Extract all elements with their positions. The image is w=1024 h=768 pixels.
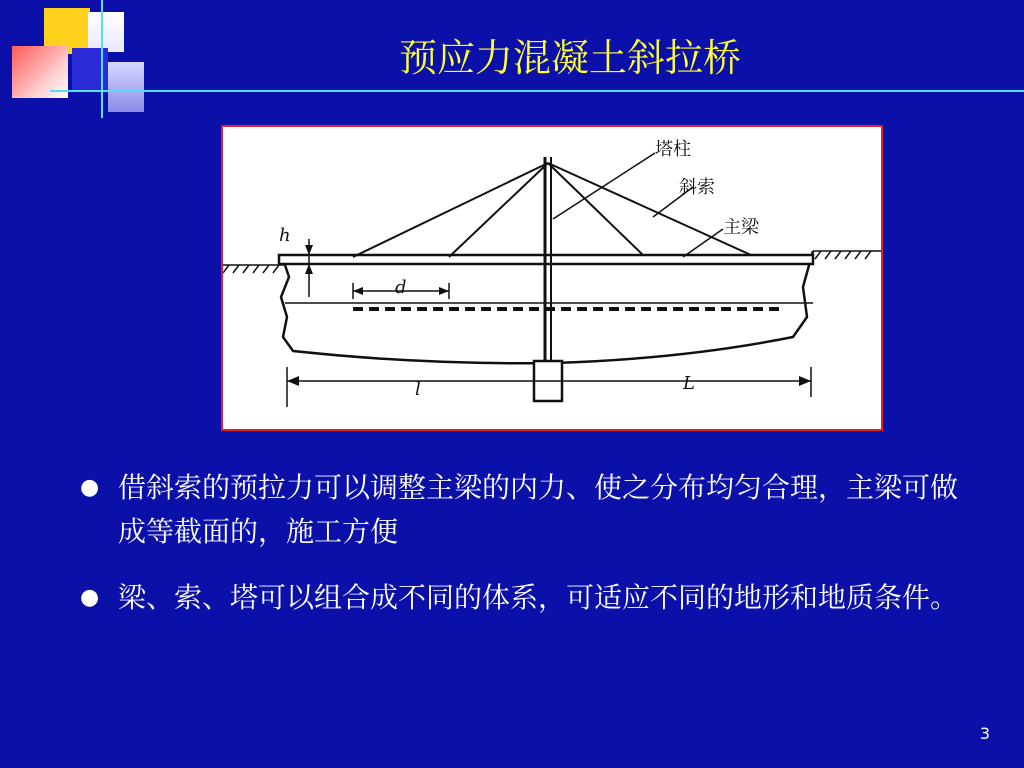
label-l: l [415, 379, 421, 400]
leader-tower [553, 153, 655, 219]
decor-white-square [88, 12, 124, 52]
label-h: h [279, 225, 291, 246]
decor-vertical-line [101, 0, 103, 118]
ground-left [223, 265, 285, 273]
bullet-dot-icon: ● [80, 475, 100, 500]
bullet-item-1 [70, 466, 970, 554]
label-cable: 斜索 [679, 177, 715, 198]
decor-lilac-square [108, 62, 144, 112]
label-girder: 主梁 [723, 217, 759, 238]
bullet-text-2: 梁、索、塔可以组合成不同的体系，可适应不同的地形和地质条件。 [118, 581, 959, 614]
bullet-text-1: 借斜索的预拉力可以调整主梁的内力、使之分布均匀合理，主梁可做成等截面的，施工方便 [118, 471, 959, 548]
label-d: d [395, 277, 407, 298]
ground-right [813, 251, 881, 259]
label-tower: 塔柱 [655, 139, 691, 160]
bullet-item-2 [70, 576, 970, 620]
bullet-list [70, 466, 970, 642]
title-underline [50, 90, 1024, 92]
label-L: L [683, 373, 695, 394]
bullet-dot-icon: ● [80, 585, 100, 610]
page-number: 3 [979, 724, 990, 743]
bridge-drawing [223, 127, 881, 429]
slide-title: 预应力混凝土斜拉桥 [398, 36, 741, 80]
bridge-diagram [221, 125, 883, 431]
